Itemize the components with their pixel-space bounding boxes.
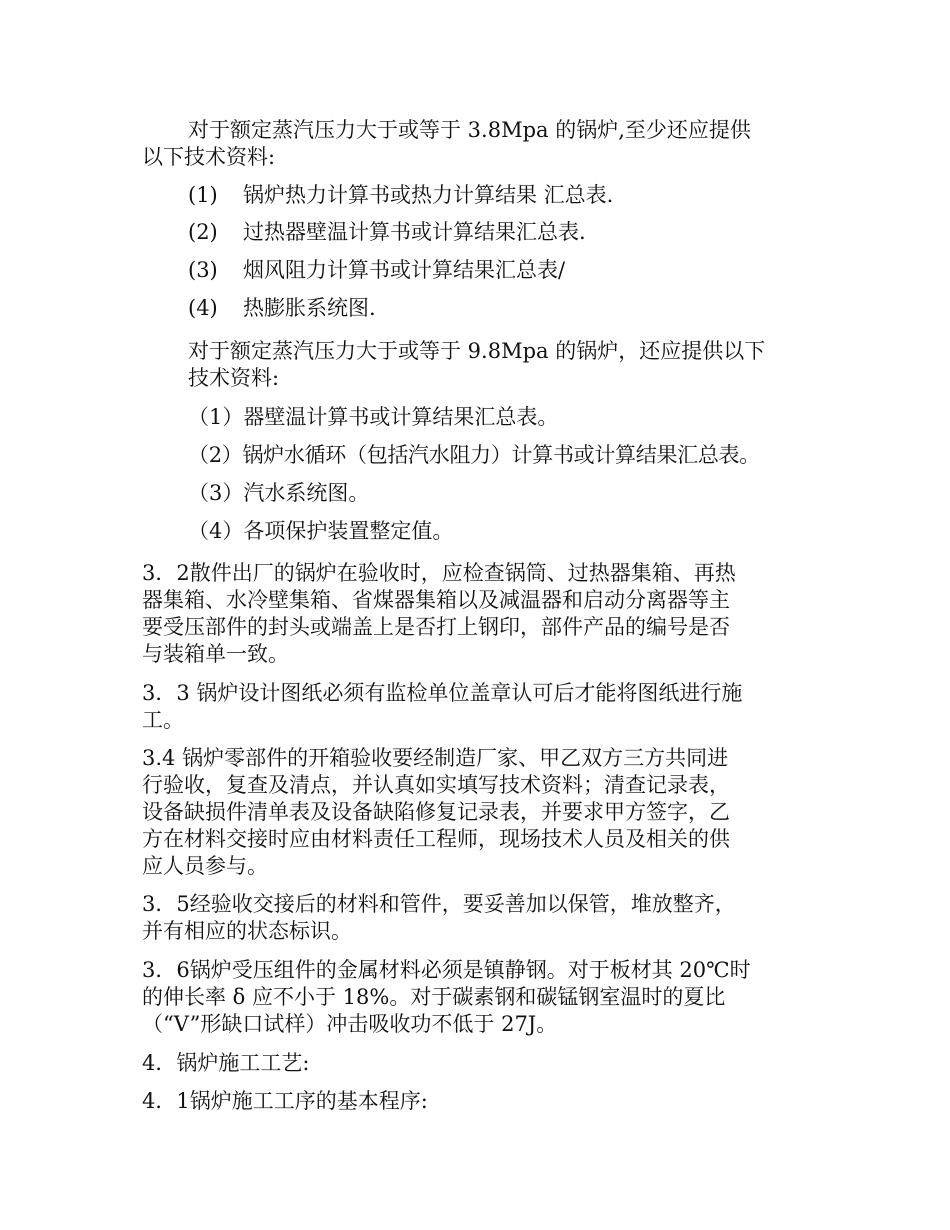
list-number: (4) (188, 296, 218, 320)
section-4-heading: 4．锅炉施工工艺: (142, 1051, 310, 1075)
section-3-2-line2: 器集箱、水冷壁集箱、省煤器集箱以及减温器和启动分离器等主 (142, 588, 730, 612)
list-text: 过热器壁温计算书或计算结果汇总表. (243, 220, 586, 244)
section-3-2-line3: 要受压部件的封头或端盖上是否打上钢印，部件产品的编号是否 (142, 615, 730, 639)
intro2-line1: 对于额定蒸汽压力大于或等于 9.8Mpa 的锅炉，还应提供以下 (188, 339, 766, 363)
list2-item-2: （2）锅炉水循环（包括汽水阻力）计算书或计算结果汇总表。 (188, 443, 760, 467)
section-3-3-line2: 工。 (142, 708, 184, 732)
section-3-2-line4: 与装箱单一致。 (142, 642, 289, 666)
section-3-3-line1: 3．3 锅炉设计图纸必须有监检单位盖章认可后才能将图纸进行施 (142, 681, 743, 705)
list1-item-1 (188, 182, 613, 209)
section-3-6-line2: 的伸长率 δ 应不小于 18%。对于碳素钢和碳锰钢室温时的夏比 (142, 985, 726, 1009)
section-3-2-line1: 3．2散件出厂的锅炉在验收时，应检查锅筒、过热器集箱、再热 (142, 561, 736, 585)
section-3-4-line3: 设备缺损件清单表及设备缺陷修复记录表，并要求甲方签字，乙 (142, 800, 730, 824)
list2-item-1: （1）器壁温计算书或计算结果汇总表。 (188, 405, 559, 429)
section-3-4-line4: 方在材料交接时应由材料责任工程师，现场技术人员及相关的供 (142, 827, 730, 851)
list-number: (1) (188, 183, 218, 207)
section-4-1-heading: 4．1锅炉施工工序的基本程序: (142, 1089, 428, 1113)
list-number: (2) (188, 220, 218, 244)
section-3-4-line5: 应人员参与。 (142, 854, 268, 878)
list1-item-3 (188, 257, 565, 284)
list-text: 烟风阻力计算书或计算结果汇总表/ (243, 258, 566, 282)
section-3-6-line1: 3．6锅炉受压组件的金属材料必须是镇静钢。对于板材其 20℃时 (142, 958, 751, 982)
list1-item-4 (188, 295, 376, 322)
intro2-line2: 技术资料: (188, 366, 280, 390)
intro1-line2: 以下技术资料: (142, 145, 276, 169)
list2-item-4: （4）各项保护装置整定值。 (188, 519, 454, 543)
section-3-4-line2: 行验收，复查及清点，并认真如实填写技术资料；清查记录表， (142, 773, 730, 797)
list-text: 锅炉热力计算书或热力计算结果 汇总表. (243, 183, 614, 207)
list1-item-2 (188, 219, 586, 246)
list2-item-3: （3）汽水系统图。 (188, 481, 370, 505)
intro1-line1: 对于额定蒸汽压力大于或等于 3.8Mpa 的锅炉,至少还应提供 (188, 118, 751, 142)
section-3-4-line1: 3.4 锅炉零部件的开箱验收要经制造厂家、甲乙双方三方共同进 (142, 746, 729, 770)
list-number: (3) (188, 258, 218, 282)
section-3-5-line2: 并有相应的状态标识。 (142, 919, 352, 943)
section-3-5-line1: 3．5经验收交接后的材料和管件，要妥善加以保管，堆放整齐， (142, 892, 736, 916)
list-text: 热膨胀系统图. (243, 296, 376, 320)
section-3-6-line3: （“V”形缺口试样）冲击吸收功不低于 27J。 (142, 1012, 558, 1036)
